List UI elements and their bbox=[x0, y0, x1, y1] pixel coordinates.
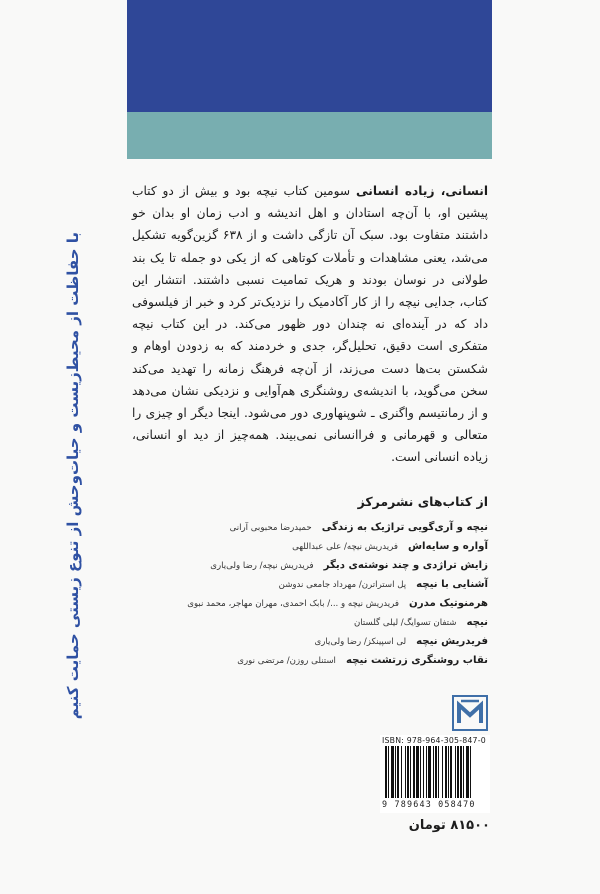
book-list-item bbox=[160, 556, 488, 575]
book-author: استنلی روزن/ مرتضی نوری bbox=[237, 656, 336, 666]
book-title: آواره و سایه‌اش bbox=[407, 541, 488, 552]
barcode-number: 9 789643 058470 bbox=[382, 799, 476, 809]
isbn-barcode-block bbox=[380, 735, 490, 813]
book-title: زایش تراژدی و چند نوشته‌ی دیگر bbox=[323, 560, 488, 571]
book-title: نیچه و آری‌گویی تراژیک به زندگی bbox=[321, 522, 488, 533]
book-list-item bbox=[160, 537, 488, 556]
book-title: نقاب روشنگری زرتشت نیچه bbox=[345, 655, 488, 666]
book-list-item bbox=[160, 651, 488, 670]
related-books-heading: از کتاب‌های نشرمرکز bbox=[357, 494, 488, 509]
book-list-item bbox=[160, 632, 488, 651]
related-books-list bbox=[160, 518, 488, 670]
book-title: هرمنوتیک مدرن bbox=[409, 598, 488, 609]
price-label: ۸۱۵۰۰ تومان bbox=[408, 818, 490, 833]
cover-top-teal-band bbox=[127, 112, 492, 159]
environment-slogan: با حفاظت از محیط‌زیست و حیات‌وحش از تنوع زیستی حمایت کنیم bbox=[64, 232, 82, 720]
book-list-item bbox=[160, 613, 488, 632]
isbn-text: ISBN: 978-964-305-847-0 bbox=[382, 736, 486, 745]
book-title: آشنایی با نیچه bbox=[416, 579, 488, 590]
book-author: شتفان تسوایگ/ لیلی گلستان bbox=[354, 618, 457, 628]
blurb-body: سومین کتاب نیچه بود و بیش از دو کتاب پیشین او، با آن‌چه استادان و اهل اندیشه و ادب زمان او بدان خو داشتند متفاوت بود. سبک آن تازگی داشت و از ۶۳۸ گزین‌گویه تشکیل می‌شد، یعنی مشاهدات و تأملات کوتاهی که از یکی دو جمله تا یک بند طولانی در نوسان بودند و هریک تمامیت نسبی داشتند. انتشار این کتاب، جدایی نیچه را از کار آکادمیک را نزدیک‌تر کرد و خبر از فیلسوفی داد که در آینده‌ای نه چندان دور ظهور می‌کند. در این کتاب نیچه متفکری است دقیق، تحلیل‌گر، جدی و خردمند که به زدودن اوهام و شکستن بت‌ها دست می‌زند، از آن‌چه فرهنگ زمانه را تهدید می‌کند سخن می‌گوید، با اندیشه‌ی روشنگری هم‌آوایی و نزدیکی نشان می‌دهد و از رمانتیسم واگنری ـ شوپنهاوری دور می‌شود. اینجا دیگر او چیزی را متعالی و قهرمانی و فراانسانی نمی‌بیند. همه‌چیز از دید او انسانی، زیاده انسانی است. bbox=[132, 184, 488, 465]
back-cover-blurb bbox=[132, 180, 488, 469]
book-list-item bbox=[160, 575, 488, 594]
book-author: پل استراترن/ مهرداد جامعی ندوشن bbox=[278, 580, 407, 590]
book-author: فریدریش نیچه/ علی عبداللهی bbox=[292, 542, 398, 552]
book-title: نیچه bbox=[466, 617, 488, 628]
book-title: فریدریش نیچه bbox=[416, 636, 488, 647]
book-list-item bbox=[160, 594, 488, 613]
blurb-book-title: انسانی، زیاده انسانی bbox=[355, 184, 489, 198]
book-author: لی اسپینکز/ رضا ولی‌یاری bbox=[314, 637, 407, 647]
book-list-item bbox=[160, 518, 488, 537]
book-author: فریدریش نیچه و .../ بابک احمدی، مهران مهاجر، محمد نبوی bbox=[187, 599, 400, 609]
publisher-logo-icon bbox=[452, 695, 488, 731]
book-author: حمیدرضا محبوبی آرانی bbox=[229, 523, 312, 533]
cover-top-blue-band bbox=[127, 0, 492, 112]
barcode-icon bbox=[384, 746, 486, 798]
book-author: فریدریش نیچه/ رضا ولی‌یاری bbox=[210, 561, 314, 571]
